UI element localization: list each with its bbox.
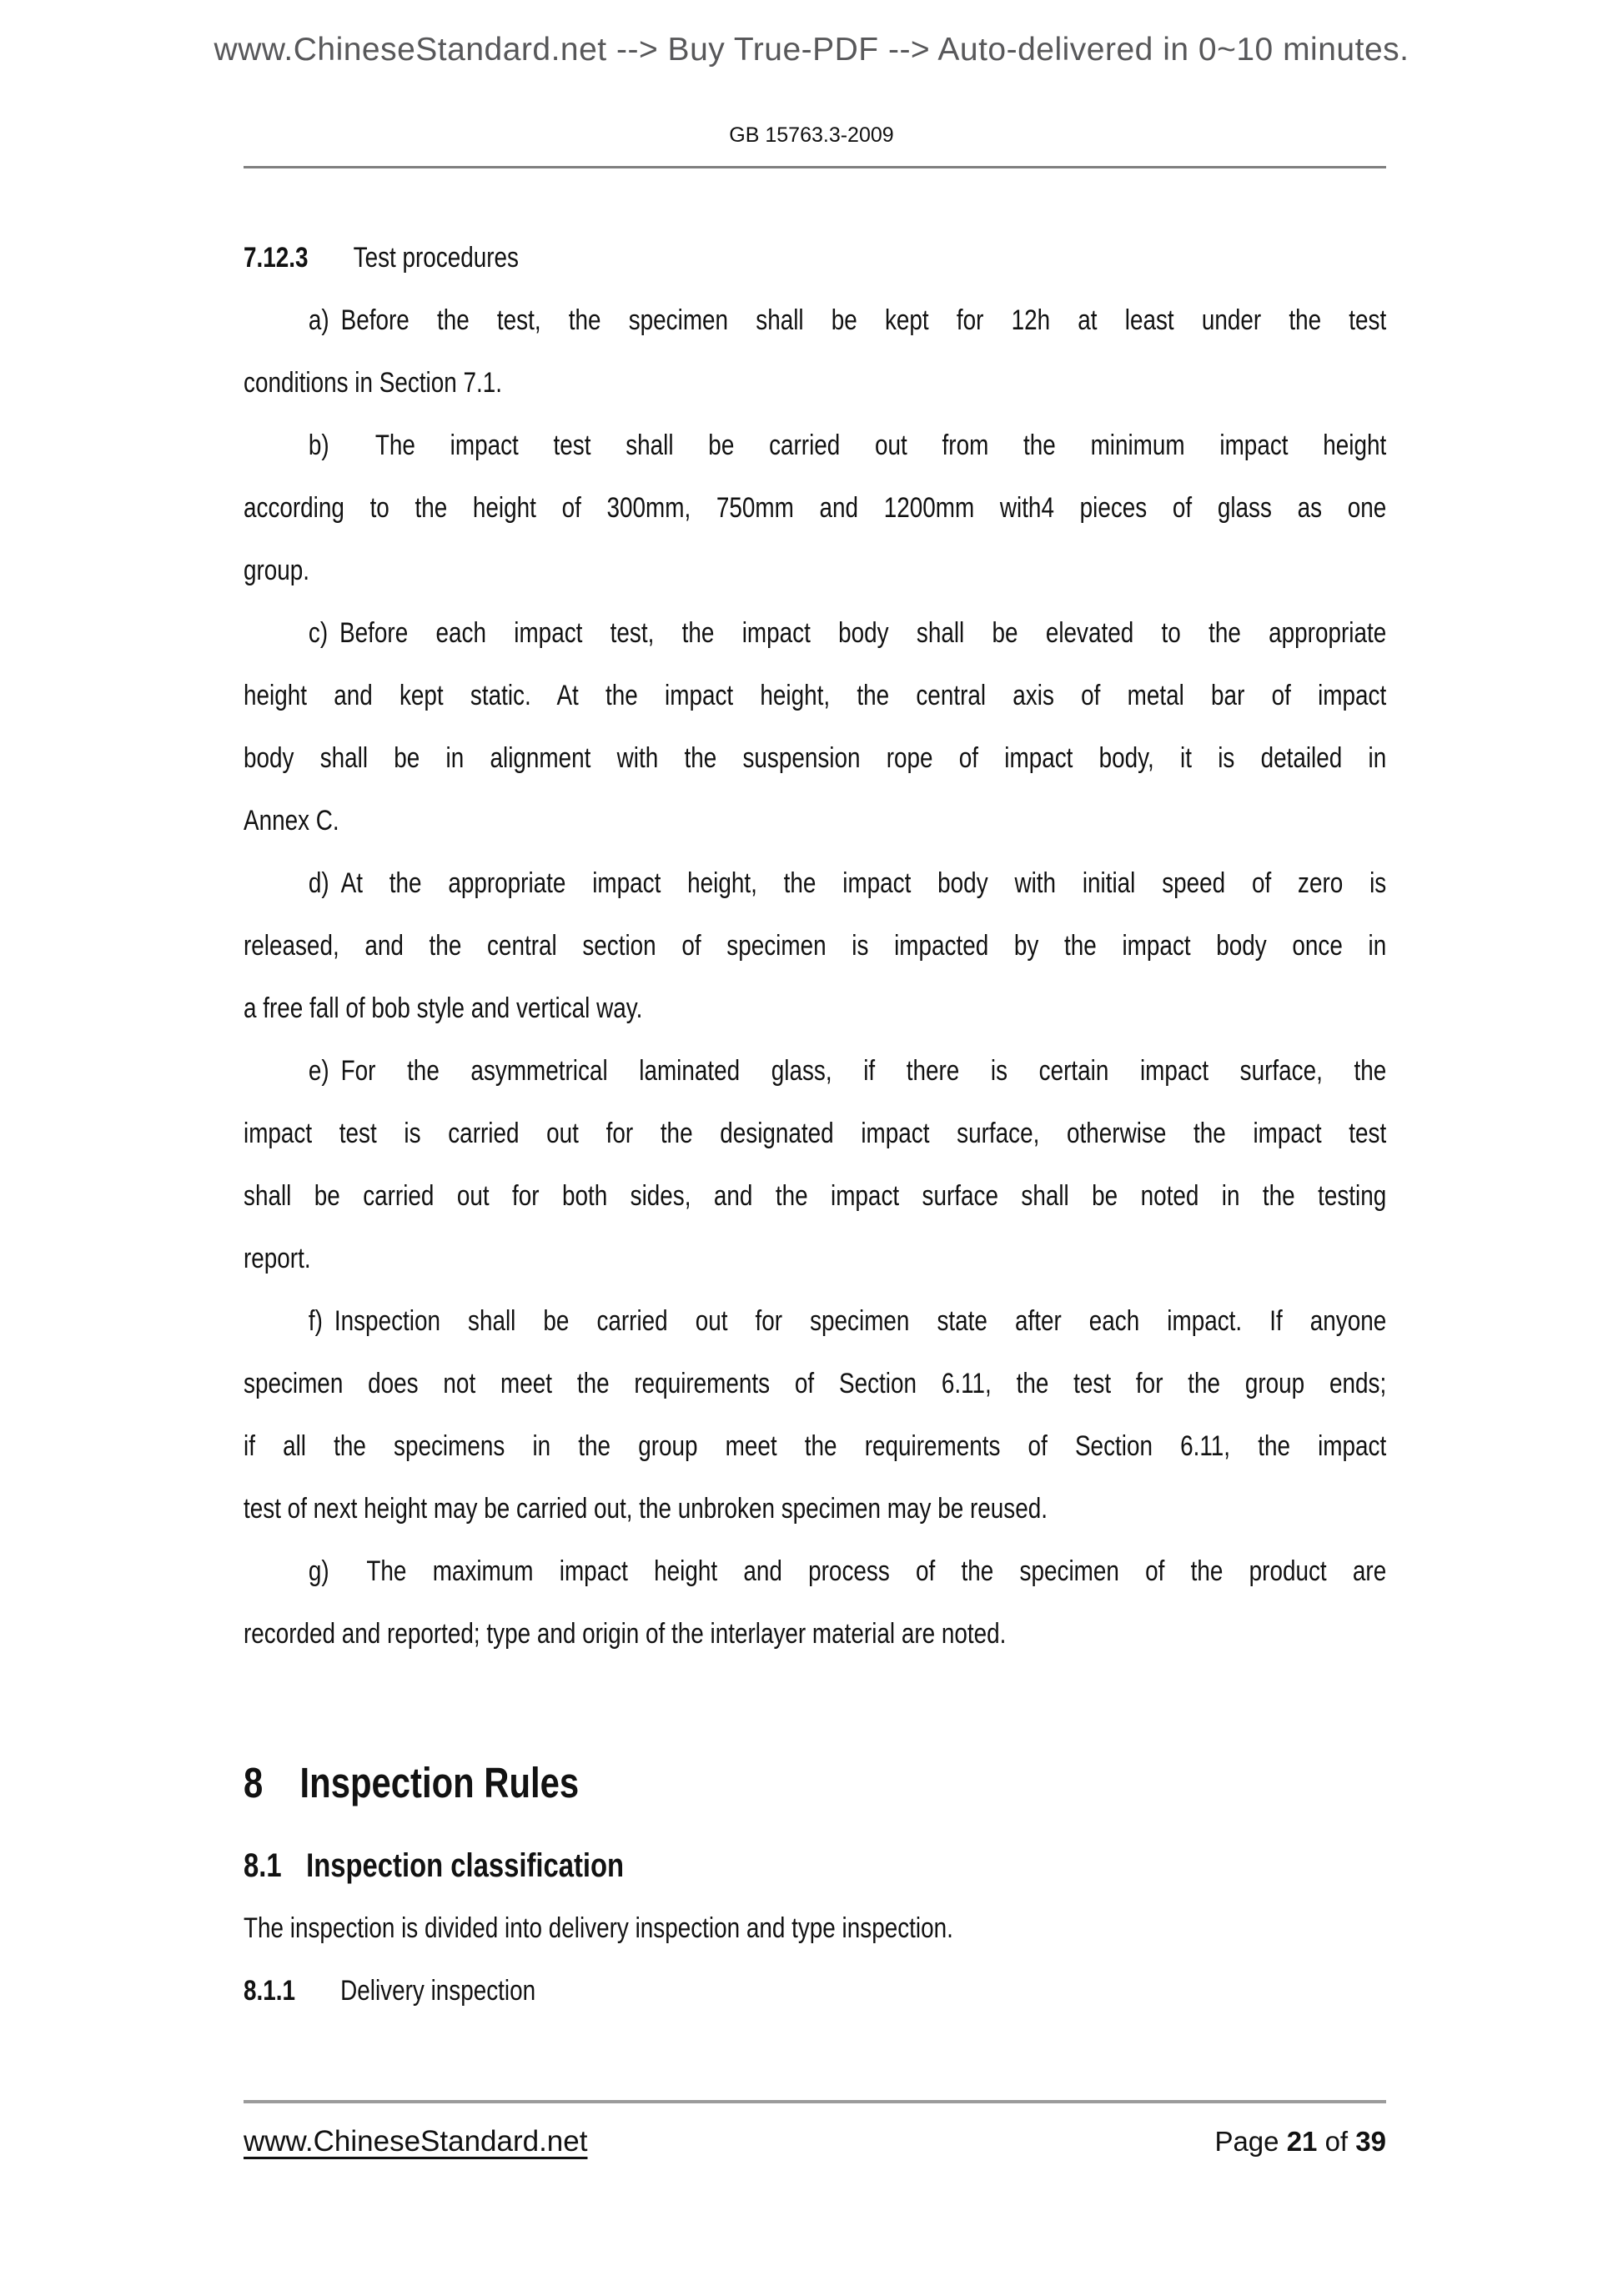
text-line: a) Before the test, the specimen shall be kept for 12h at least under the test [308,304,1387,336]
text-line: height and kept static. At the impact height, the central axis of metal bar of impact [244,680,1387,711]
text-line: released, and the central section of specimen is impacted by the impact body once in [244,930,1387,962]
text-line: Annex C. [244,805,339,837]
paragraph [244,414,1386,602]
text-line: g) The maximum impact height and process of the specimen of the product are [308,1555,1387,1587]
header-divider [244,166,1386,168]
section-heading [244,1960,1386,2022]
text-line: report. [244,1243,311,1274]
page-footer [244,2125,1386,2158]
text-line: test of next height may be carried out, the unbroken specimen may be reused. [244,1493,1048,1525]
heading-title: Delivery inspection [340,1975,536,2007]
text-line: according to the height of 300mm, 750mm and 1200mm with4 pieces of glass as one [244,492,1387,524]
standard-number: GB 15763.3-2009 [729,123,894,147]
text-line: b) The impact test shall be carried out from the minimum impact height [308,430,1387,461]
heading-number: 8.1.1 [244,1975,296,2007]
paragraph [244,852,1386,1040]
text-line: body shall be in alignment with the suspension rope of impact body, it is detailed in [244,742,1387,774]
text-line: f) Inspection shall be carried out for specimen state after each impact. If anyone [308,1305,1387,1337]
paragraph [244,289,1386,414]
heading-number: 8.1 [244,1847,282,1884]
section-heading [244,227,1386,289]
text-line: d) At the appropriate impact height, the impact body with initial speed of zero is [308,867,1387,899]
paragraph [244,1040,1386,1290]
heading-number: 7.12.3 [244,242,309,274]
paragraph [244,1540,1386,1665]
text-line: if all the specimens in the group meet the requirements of Section 6.11, the impact [244,1430,1387,1462]
page-total: 39 [1355,2126,1386,2157]
header-promo-text: www.ChineseStandard.net --> Buy True-PDF --> Auto-delivered in 0~10 minutes. [214,32,1409,68]
page-word: Page [1214,2126,1279,2157]
document-text-column [244,227,1386,2022]
page-current: 21 [1286,2126,1318,2157]
text-line: a free fall of bob style and vertical way. [244,992,643,1024]
text-line: specimen does not meet the requirements of Section 6.11, the test for the group ends; [244,1368,1387,1399]
heading-title: Test procedures [353,242,519,274]
document-body [244,227,1386,2022]
paragraph [244,1897,1386,1960]
footer-divider [244,2100,1386,2103]
text-line: group. [244,555,310,586]
text-line: c) Before each impact test, the impact body shall be elevated to the appropriate [308,617,1387,649]
of-word: of [1324,2126,1349,2157]
paragraph [244,1290,1386,1540]
section-heading [244,1745,1386,1821]
text-line: e) For the asymmetrical laminated glass, if there is certain impact surface, the [308,1055,1387,1087]
text-line: shall be carried out for both sides, and the impact surface shall be noted in the testing [244,1180,1387,1212]
paragraph [244,602,1386,852]
heading-title: Inspection Rules [299,1759,580,1806]
heading-title: Inspection classification [306,1847,625,1884]
section-heading [244,1835,1386,1897]
heading-number: 8 [244,1759,264,1806]
footer-site-link[interactable]: www.ChineseStandard.net [244,2125,588,2158]
text-line: recorded and reported; type and origin of the interlayer material are noted. [244,1618,1007,1650]
page-indicator [1214,2126,1386,2158]
text-line: The inspection is divided into delivery inspection and type inspection. [244,1912,953,1944]
text-line: impact test is carried out for the designated impact surface, otherwise the impact test [244,1118,1387,1149]
text-line: conditions in Section 7.1. [244,367,502,399]
